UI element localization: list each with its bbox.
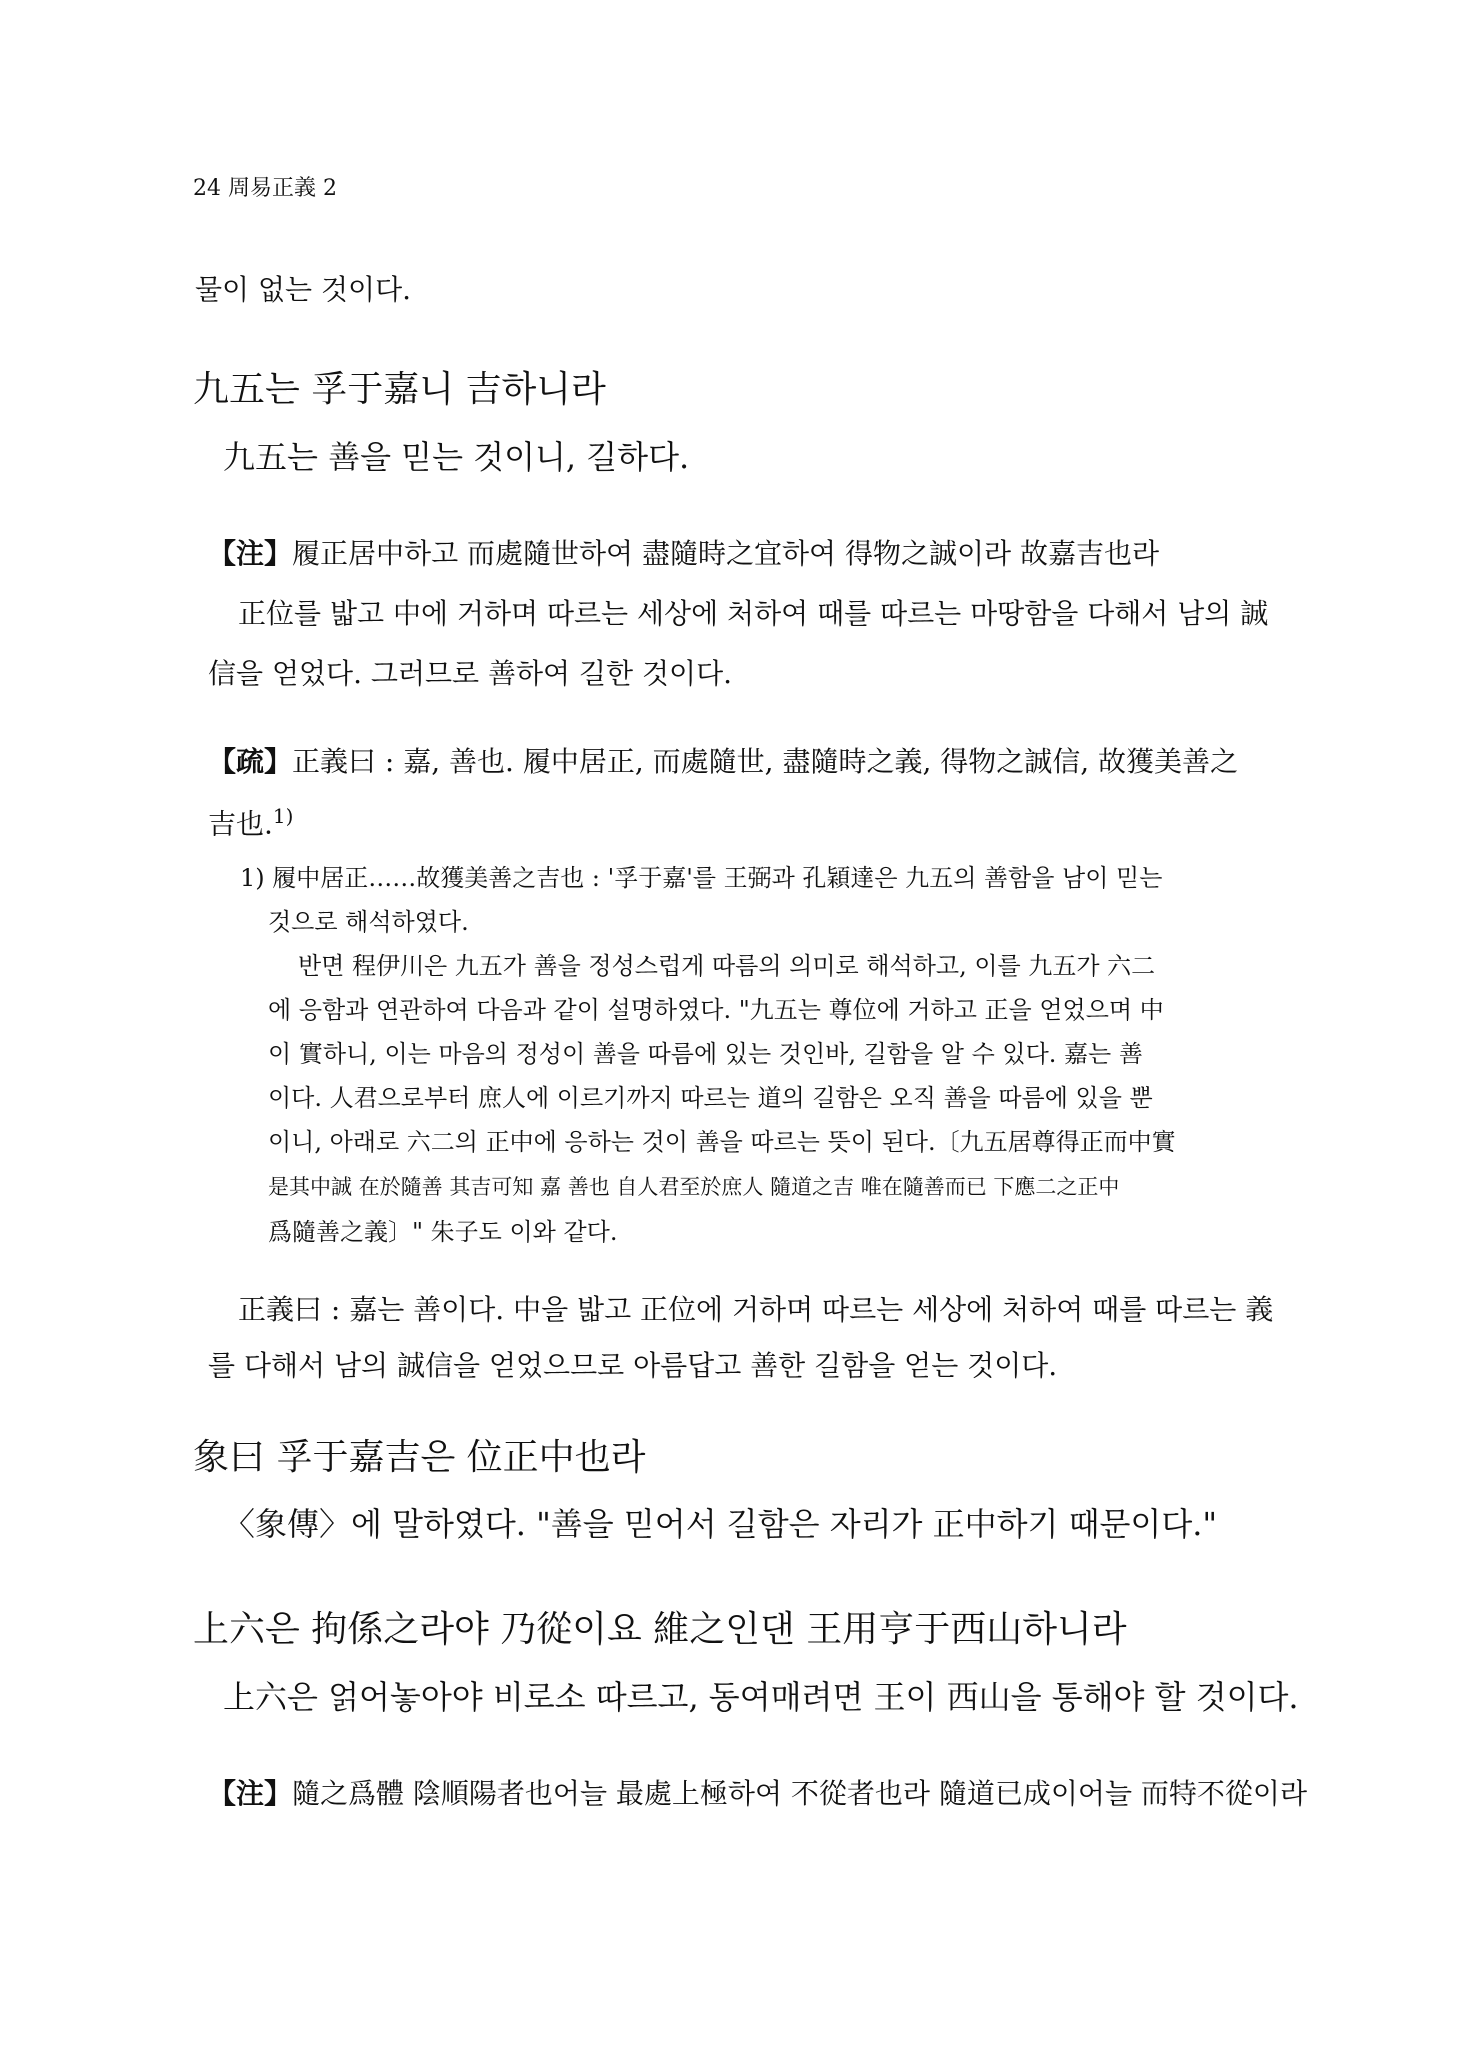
translation-line: 〈象傳〉에 말하였다. "善을 믿어서 길함은 자리가 正中하기 때문이다." [223,1505,1218,1543]
note-tag: 【注】 [208,537,293,570]
footnote-line: 是其中誠 在於隨善 其吉可知 嘉 善也 自人君至於庶人 隨道之吉 唯在隨善而已 下應二之正中 [268,1175,1120,1199]
text-line: 물이 없는 것이다. [195,273,412,306]
footnote-line: 이 實하니, 이는 마음의 정성이 善을 따름에 있는 것인바, 길함을 알 수 있다. 嘉는 善 [268,1040,1143,1068]
footnote-line: 반면 程伊川은 九五가 善을 정성스럽게 따름의 의미로 해석하고, 이를 九五가 六二 [298,952,1156,980]
translation-line: 正義曰 : 嘉는 善이다. 中을 밟고 正位에 거하며 따르는 세상에 처하여 때를 따르는 義 [238,1293,1274,1326]
translation-line: 正位를 밟고 中에 거하며 따르는 세상에 처하여 때를 따르는 마땅함을 다해서 남의 誠 [238,597,1269,630]
note-line [208,537,1160,570]
section-heading: 上六은 拘係之라야 乃從이요 維之인댄 王用亨于西山하니라 [193,1609,1127,1650]
running-head: 24 周易正義 2 [193,176,337,201]
commentary-text: 正義曰 : 嘉, 善也. 履中居正, 而處隨世, 盡隨時之義, 得物之誠信, 故獲美善之 [292,745,1239,778]
translation-line: 를 다해서 남의 誠信을 얻었으므로 아름답고 善한 길함을 얻는 것이다. [208,1349,1058,1382]
footnote-line: 이다. 人君으로부터 庶人에 이르기까지 따르는 道의 길함은 오직 善을 따름에 있을 뿐 [268,1084,1153,1112]
footnote-line: 爲隨善之義〕" 朱子도 이와 같다. [268,1218,618,1246]
commentary-tag: 【疏】 [208,745,293,778]
note-line [208,1777,1308,1810]
translation-line: 信을 얻었다. 그러므로 善하여 길한 것이다. [208,657,733,690]
translation-line: 上六은 얽어놓아야 비로소 따르고, 동여매려면 王이 西山을 통해야 할 것이다. [223,1678,1299,1716]
commentary-text: 吉也. [208,807,273,841]
note-tag: 【注】 [208,1777,293,1810]
footnote-line: 1) 履中居正……故獲美善之吉也 : '孚于嘉'를 王弼과 孔穎達은 九五의 善함을 남이 믿는 [240,864,1163,892]
commentary-line [208,804,294,841]
note-text: 履正居中하고 而處隨世하여 盡隨時之宜하여 得物之誠이라 故嘉吉也라 [292,537,1160,570]
commentary-line [208,745,1239,778]
footnote-line: 이니, 아래로 六二의 正中에 응하는 것이 善을 따르는 뜻이 된다.〔九五居尊得正而中實 [268,1128,1176,1156]
section-heading: 象曰 孚于嘉吉은 位正中也라 [193,1437,646,1478]
section-heading: 九五는 孚于嘉니 吉하니라 [193,369,606,410]
footnote-line: 에 응함과 연관하여 다음과 같이 설명하였다. "九五는 尊位에 거하고 正을 얻었으며 中 [268,996,1164,1024]
note-text: 隨之爲體 陰順陽者也어늘 最處上極하여 不從者也라 隨道已成이어늘 而特不從이라 [292,1777,1308,1810]
translation-line: 九五는 善을 믿는 것이니, 길하다. [223,438,690,476]
footnote-line: 것으로 해석하였다. [268,908,469,936]
footnote-marker: 1) [272,804,294,828]
